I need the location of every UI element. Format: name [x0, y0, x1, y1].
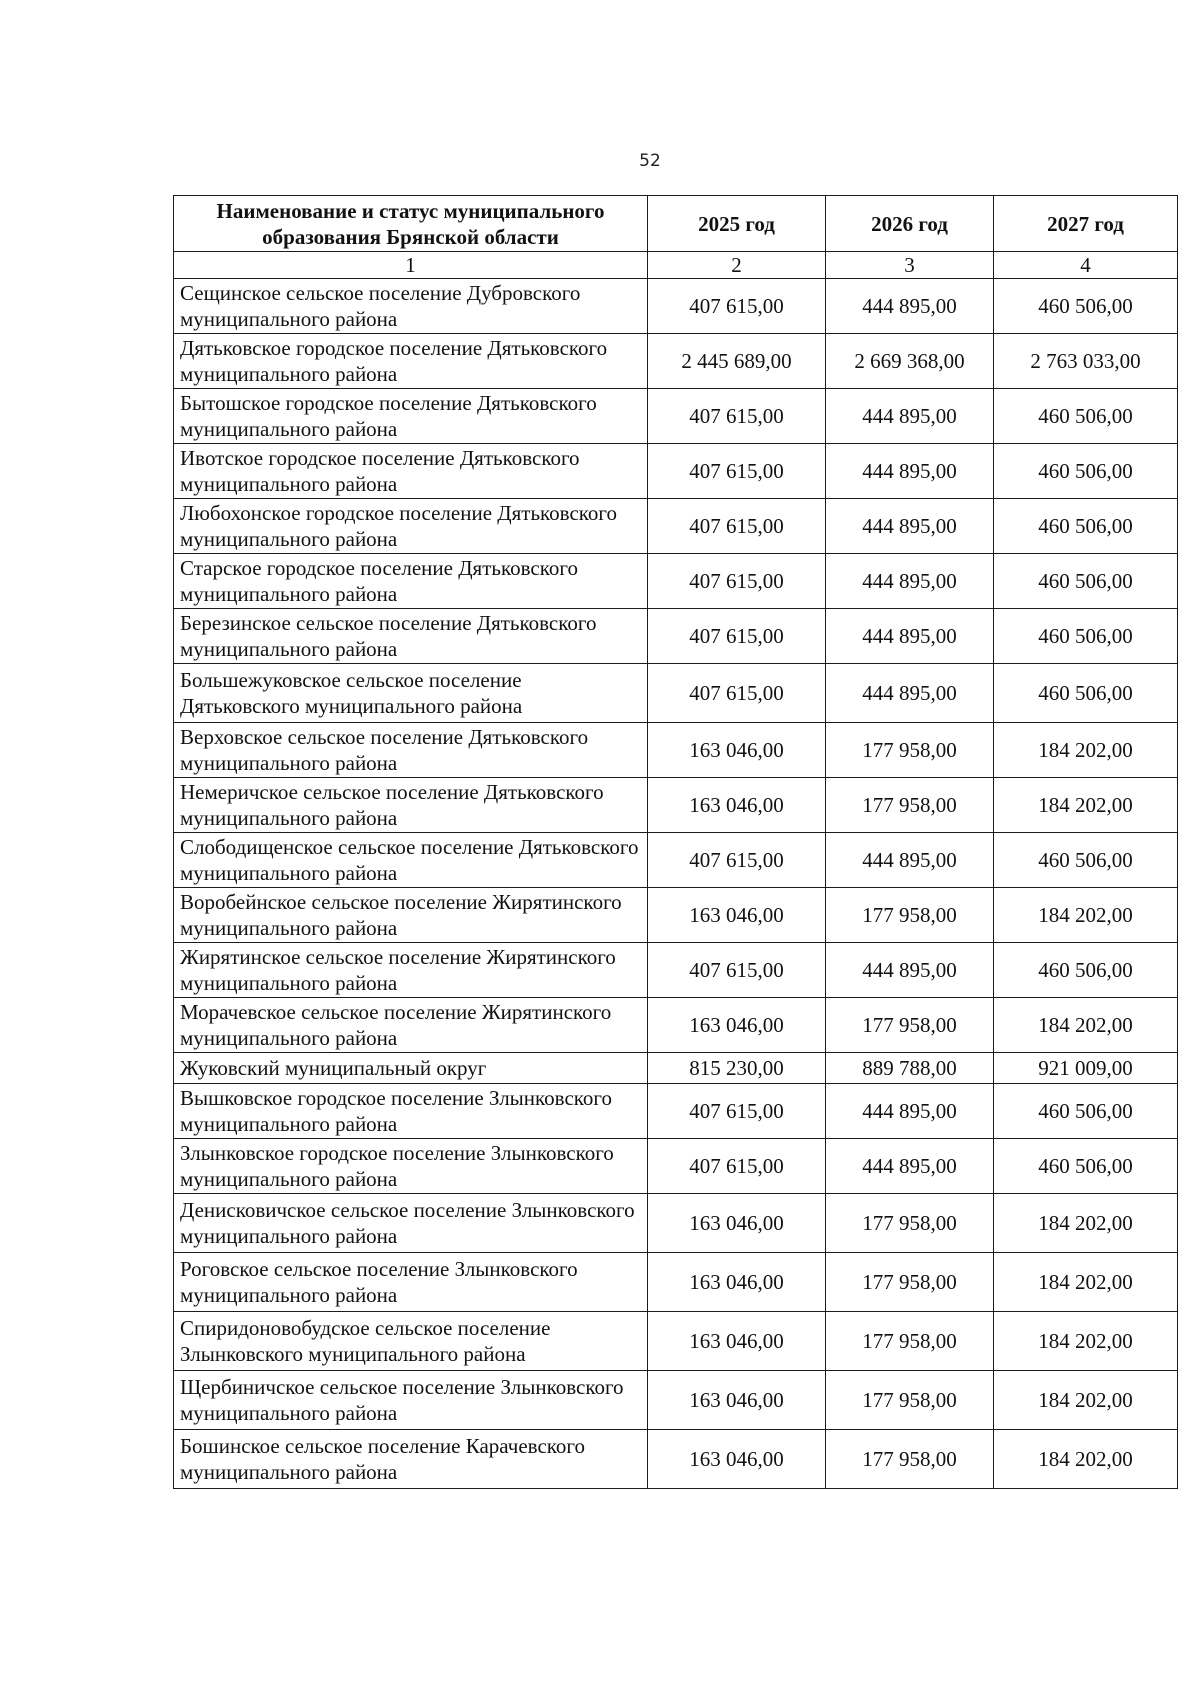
table-row: [174, 1253, 1178, 1312]
value-2026-cell: 444 895,00: [826, 1084, 994, 1139]
column-number: 4: [994, 252, 1178, 279]
value-2027-cell: 460 506,00: [994, 833, 1178, 888]
table-row: [174, 1430, 1178, 1489]
value-2027-cell: 460 506,00: [994, 499, 1178, 554]
municipality-name-cell: Большежуковское сельское поселение Дятьковского муниципального района: [174, 664, 648, 723]
table-row: [174, 888, 1178, 943]
table-row: [174, 943, 1178, 998]
value-2025-cell: 163 046,00: [648, 1194, 826, 1253]
value-2027-cell: 460 506,00: [994, 943, 1178, 998]
value-2025-cell: 407 615,00: [648, 1139, 826, 1194]
value-2025-cell: 407 615,00: [648, 444, 826, 499]
value-2025-cell: 815 230,00: [648, 1053, 826, 1084]
table-row: [174, 1084, 1178, 1139]
value-2025-cell: 407 615,00: [648, 499, 826, 554]
table-row: [174, 499, 1178, 554]
column-number: 3: [826, 252, 994, 279]
value-2026-cell: 444 895,00: [826, 943, 994, 998]
municipality-name-cell: Денисковичское сельское поселение Злынковского муниципального района: [174, 1194, 648, 1253]
table-row: [174, 1139, 1178, 1194]
header-year-2027: 2027 год: [994, 196, 1178, 252]
value-2025-cell: 163 046,00: [648, 723, 826, 778]
value-2025-cell: 163 046,00: [648, 778, 826, 833]
value-2025-cell: 407 615,00: [648, 609, 826, 664]
table-row: [174, 1371, 1178, 1430]
value-2027-cell: 2 763 033,00: [994, 334, 1178, 389]
municipality-name-cell: Старское городское поселение Дятьковского муниципального района: [174, 554, 648, 609]
value-2027-cell: 184 202,00: [994, 1371, 1178, 1430]
value-2027-cell: 460 506,00: [994, 1139, 1178, 1194]
municipality-name-cell: Березинское сельское поселение Дятьковского муниципального района: [174, 609, 648, 664]
table-row: [174, 1053, 1178, 1084]
municipality-name-cell: Немеричское сельское поселение Дятьковского муниципального района: [174, 778, 648, 833]
municipality-name-cell: Злынковское городское поселение Злынковского муниципального района: [174, 1139, 648, 1194]
header-municipality-name: Наименование и статус муниципального образования Брянской области: [174, 196, 648, 252]
table-row: [174, 1194, 1178, 1253]
value-2027-cell: 184 202,00: [994, 778, 1178, 833]
value-2025-cell: 163 046,00: [648, 1430, 826, 1489]
municipality-name-cell: Верховское сельское поселение Дятьковского муниципального района: [174, 723, 648, 778]
municipality-name-cell: Воробейнское сельское поселение Жирятинского муниципального района: [174, 888, 648, 943]
municipality-name-cell: Щербиничское сельское поселение Злынковского муниципального района: [174, 1371, 648, 1430]
table-row: [174, 664, 1178, 723]
value-2025-cell: 163 046,00: [648, 888, 826, 943]
table-row: [174, 1312, 1178, 1371]
value-2026-cell: 177 958,00: [826, 1371, 994, 1430]
value-2026-cell: 177 958,00: [826, 998, 994, 1053]
municipality-name-cell: Бошинское сельское поселение Карачевского муниципального района: [174, 1430, 648, 1489]
table-row: [174, 609, 1178, 664]
value-2025-cell: 163 046,00: [648, 1253, 826, 1312]
value-2027-cell: 460 506,00: [994, 444, 1178, 499]
table-header-row: [174, 196, 1178, 252]
header-year-2025: 2025 год: [648, 196, 826, 252]
column-number-row: [174, 252, 1178, 279]
column-number: 1: [174, 252, 648, 279]
value-2026-cell: 444 895,00: [826, 389, 994, 444]
value-2027-cell: 921 009,00: [994, 1053, 1178, 1084]
value-2027-cell: 184 202,00: [994, 998, 1178, 1053]
value-2026-cell: 444 895,00: [826, 609, 994, 664]
table-row: [174, 778, 1178, 833]
value-2025-cell: 407 615,00: [648, 833, 826, 888]
column-number: 2: [648, 252, 826, 279]
value-2025-cell: 407 615,00: [648, 664, 826, 723]
municipality-name-cell: Жуковский муниципальный округ: [174, 1053, 648, 1084]
value-2026-cell: 177 958,00: [826, 888, 994, 943]
municipality-name-cell: Жирятинское сельское поселение Жирятинского муниципального района: [174, 943, 648, 998]
value-2025-cell: 163 046,00: [648, 998, 826, 1053]
municipality-name-cell: Дятьковское городское поселение Дятьковского муниципального района: [174, 334, 648, 389]
table-body: [174, 279, 1178, 1489]
value-2026-cell: 177 958,00: [826, 1253, 994, 1312]
municipality-name-cell: Роговское сельское поселение Злынковского муниципального района: [174, 1253, 648, 1312]
value-2025-cell: 2 445 689,00: [648, 334, 826, 389]
municipality-name-cell: Любохонское городское поселение Дятьковского муниципального района: [174, 499, 648, 554]
table-row: [174, 279, 1178, 334]
value-2026-cell: 2 669 368,00: [826, 334, 994, 389]
value-2026-cell: 444 895,00: [826, 1139, 994, 1194]
table-row: [174, 389, 1178, 444]
value-2027-cell: 184 202,00: [994, 1312, 1178, 1371]
value-2026-cell: 444 895,00: [826, 664, 994, 723]
value-2025-cell: 163 046,00: [648, 1371, 826, 1430]
value-2027-cell: 184 202,00: [994, 1194, 1178, 1253]
municipality-name-cell: Спиридоновобудское сельское поселение Злынковского муниципального района: [174, 1312, 648, 1371]
value-2027-cell: 460 506,00: [994, 279, 1178, 334]
value-2025-cell: 407 615,00: [648, 279, 826, 334]
value-2025-cell: 407 615,00: [648, 943, 826, 998]
table-row: [174, 998, 1178, 1053]
value-2027-cell: 460 506,00: [994, 1084, 1178, 1139]
page-number: 52: [639, 151, 661, 171]
table-row: [174, 833, 1178, 888]
table-row: [174, 334, 1178, 389]
table-row: [174, 554, 1178, 609]
municipality-name-cell: Вышковское городское поселение Злынковского муниципального района: [174, 1084, 648, 1139]
municipality-name-cell: Слободищенское сельское поселение Дятьковского муниципального района: [174, 833, 648, 888]
value-2025-cell: 407 615,00: [648, 1084, 826, 1139]
value-2027-cell: 184 202,00: [994, 1253, 1178, 1312]
value-2027-cell: 184 202,00: [994, 888, 1178, 943]
municipality-name-cell: Ивотское городское поселение Дятьковского муниципального района: [174, 444, 648, 499]
value-2026-cell: 177 958,00: [826, 1430, 994, 1489]
value-2026-cell: 444 895,00: [826, 499, 994, 554]
budget-allocation-table: [173, 195, 1178, 1489]
value-2027-cell: 460 506,00: [994, 664, 1178, 723]
value-2026-cell: 177 958,00: [826, 723, 994, 778]
value-2027-cell: 184 202,00: [994, 723, 1178, 778]
value-2027-cell: 460 506,00: [994, 554, 1178, 609]
value-2027-cell: 184 202,00: [994, 1430, 1178, 1489]
value-2026-cell: 177 958,00: [826, 1312, 994, 1371]
value-2026-cell: 444 895,00: [826, 833, 994, 888]
value-2026-cell: 177 958,00: [826, 1194, 994, 1253]
value-2026-cell: 889 788,00: [826, 1053, 994, 1084]
value-2025-cell: 407 615,00: [648, 389, 826, 444]
value-2026-cell: 444 895,00: [826, 444, 994, 499]
value-2026-cell: 177 958,00: [826, 778, 994, 833]
value-2027-cell: 460 506,00: [994, 609, 1178, 664]
table-row: [174, 444, 1178, 499]
value-2027-cell: 460 506,00: [994, 389, 1178, 444]
value-2026-cell: 444 895,00: [826, 554, 994, 609]
municipality-name-cell: Бытошское городское поселение Дятьковского муниципального района: [174, 389, 648, 444]
table-row: [174, 723, 1178, 778]
municipality-name-cell: Морачевское сельское поселение Жирятинского муниципального района: [174, 998, 648, 1053]
value-2025-cell: 163 046,00: [648, 1312, 826, 1371]
municipality-name-cell: Сещинское сельское поселение Дубровского муниципального района: [174, 279, 648, 334]
header-year-2026: 2026 год: [826, 196, 994, 252]
value-2026-cell: 444 895,00: [826, 279, 994, 334]
value-2025-cell: 407 615,00: [648, 554, 826, 609]
